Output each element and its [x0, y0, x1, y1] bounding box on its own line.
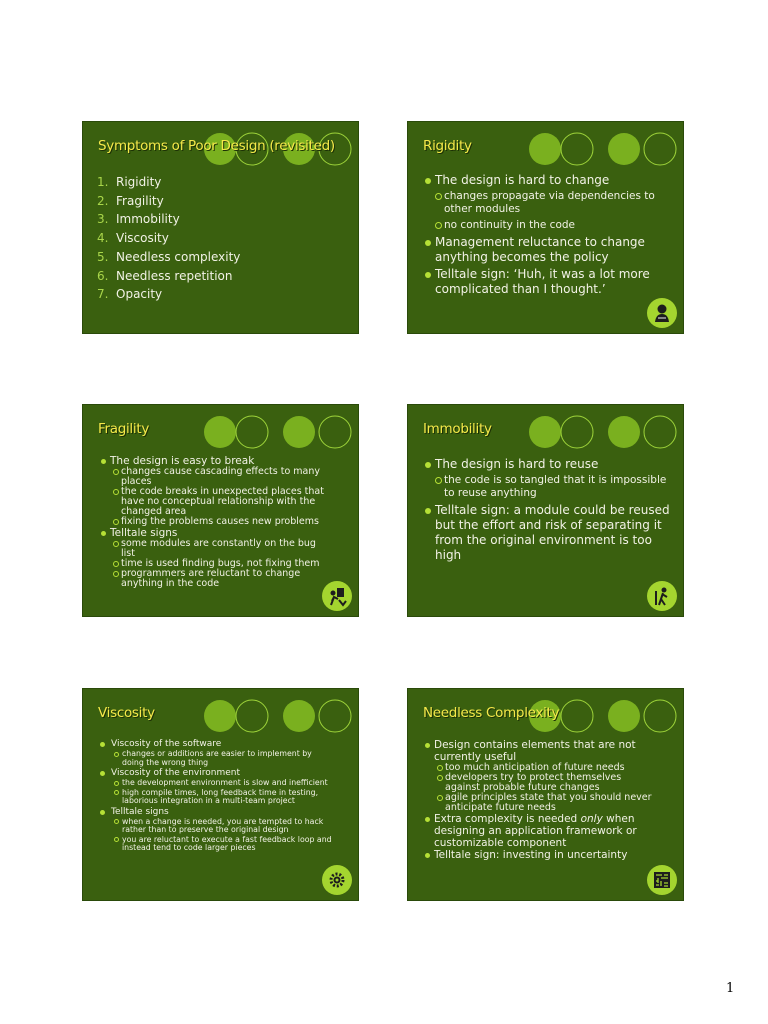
bullet-list [425, 457, 673, 565]
bullet-item: Viscosity of the environment [100, 768, 334, 779]
sub-bullet-item: you are reluctant to execute a fast feedback loop and instead tend to code larger pieces [114, 836, 334, 853]
slide-rigidity [407, 121, 684, 334]
slide-title: Fragility [98, 421, 150, 437]
sub-bullet-item: too much anticipation of future needs [437, 763, 653, 773]
list-item: 1. Rigidity [97, 175, 162, 189]
bullet-item: Design contains elements that are not currently useful [425, 739, 653, 763]
sub-bullet-item: developers try to protect themselves against probable future changes [437, 773, 653, 793]
sub-bullet-item: time is used finding bugs, not fixing them [113, 559, 328, 569]
bullet-item: Telltale signs [100, 807, 334, 818]
decorative-circles [202, 698, 352, 734]
bullet-item: The design is easy to break [101, 455, 328, 467]
slide-symptoms [82, 121, 359, 334]
sub-bullet-item: agile principles state that you should never anticipate future needs [437, 793, 653, 813]
sub-bullet-item: some modules are constantly on the bug list [113, 539, 328, 559]
slide-title: Immobility [423, 421, 492, 437]
broken-figure-icon [322, 581, 352, 611]
bullet-list [100, 739, 334, 854]
decorative-circles [202, 414, 352, 450]
sub-bullet-item: programmers are reluctant to change anything in the code [113, 569, 328, 589]
numbered-list [97, 173, 348, 304]
gear-icon [322, 865, 352, 895]
thinker-icon [647, 298, 677, 328]
sub-bullet-item: no continuity in the code [435, 219, 673, 232]
list-item: 3. Immobility [97, 212, 180, 227]
list-item: 7. Opacity [97, 287, 163, 302]
sub-bullet-item: the code breaks in unexpected places that have no conceptual relationship with the changed area [113, 487, 328, 517]
slide-immobility [407, 404, 684, 617]
list-item: 4. Viscosity [97, 231, 169, 246]
bullet-item: Management reluctance to change anything becomes the policy [425, 235, 673, 265]
slide-title: Rigidity [423, 138, 472, 154]
bullet-item: Telltale signs [101, 527, 328, 539]
slide-title: Needless Complexity [423, 705, 560, 721]
sub-bullet-item: changes cause cascading effects to many places [113, 467, 328, 487]
bullet-item: The design is hard to change [425, 173, 673, 188]
bullet-list [101, 455, 328, 589]
bullet-item: Telltale sign: ‘Huh, it was a lot more complicated than I thought.’ [425, 267, 673, 297]
decorative-circles [527, 131, 677, 167]
slide-title: Viscosity [98, 705, 155, 721]
page-number: 1 [726, 981, 735, 996]
bullet-item: Extra complexity is needed only when designing an application framework or customizable component [425, 813, 653, 849]
sub-bullet-item: the development environment is slow and inefficient [114, 779, 334, 788]
sub-bullet-item: high compile times, long feedback time in testing, laborious integration in a multi-team project [114, 789, 334, 806]
slide-needless-complexity [407, 688, 684, 901]
bullet-list [425, 173, 673, 299]
list-item: 5. Needless complexity [97, 249, 241, 264]
bullet-item: Telltale sign: a module could be reused but the effort and risk of separating it from the original environment is too high [425, 503, 673, 563]
bullet-item: Telltale sign: investing in uncertainty [425, 849, 653, 861]
sub-bullet-item: changes propagate via dependencies to other modules [435, 190, 673, 216]
sub-bullet-item: when a change is needed, you are tempted to hack rather than to preserve the original design [114, 818, 334, 835]
bullet-item: The design is hard to reuse [425, 457, 673, 472]
slide-fragility [82, 404, 359, 617]
decorative-circles [527, 414, 677, 450]
slide-viscosity [82, 688, 359, 901]
walker-icon [647, 581, 677, 611]
slide-title: Symptoms of Poor Design (revisited) [98, 138, 335, 154]
list-item: 6. Needless repetition [97, 268, 233, 283]
sub-bullet-item: changes or additions are easier to implement by doing the wrong thing [114, 750, 334, 767]
bullet-item: Viscosity of the software [100, 739, 334, 750]
bullet-list [425, 739, 653, 861]
sub-bullet-item: fixing the problems causes new problems [113, 517, 328, 527]
list-item: 2. Fragility [97, 193, 164, 208]
maze-icon [647, 865, 677, 895]
sub-bullet-item: the code is so tangled that it is impossible to reuse anything [435, 474, 673, 500]
